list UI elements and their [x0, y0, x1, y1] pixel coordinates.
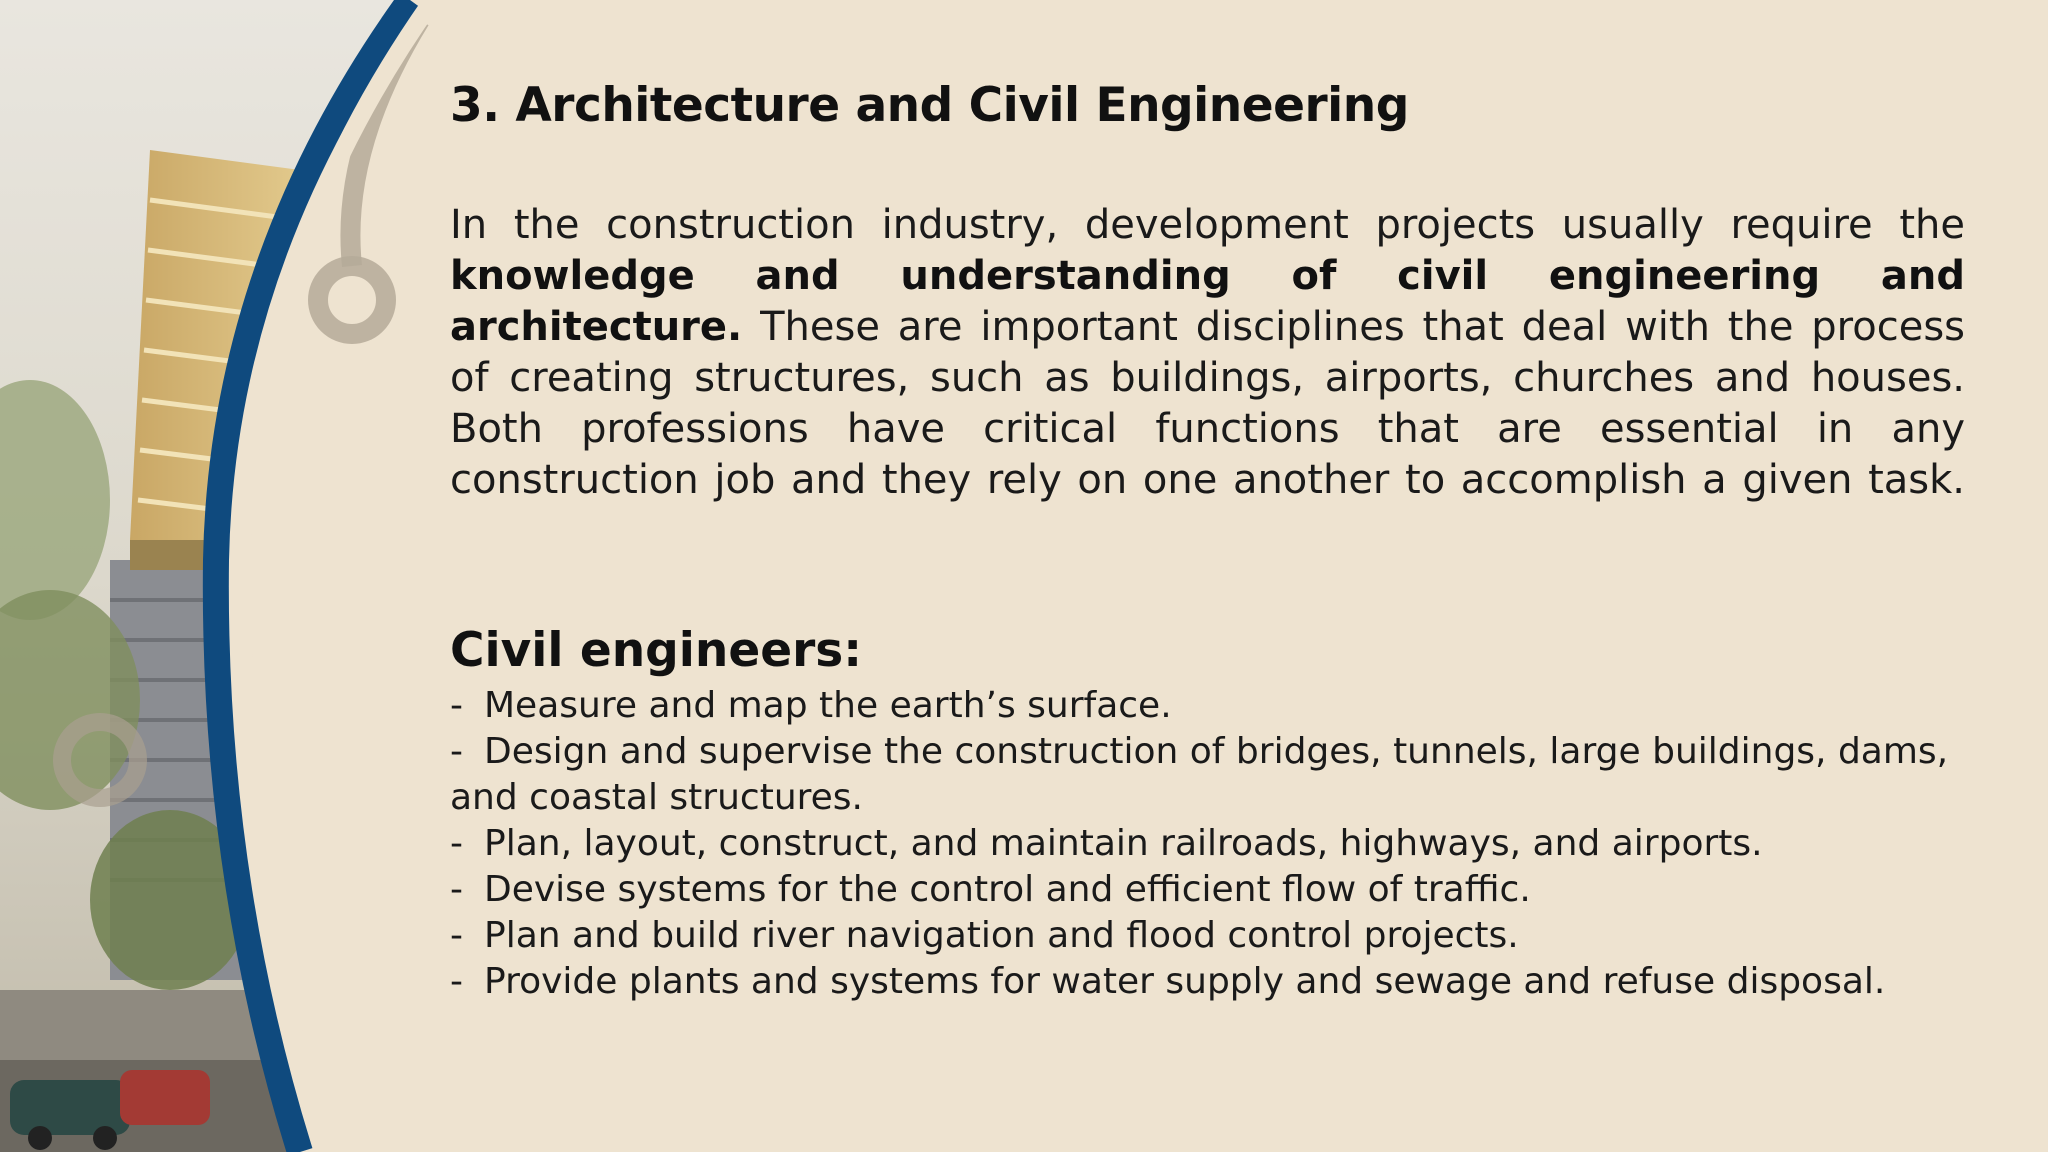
bullet-dash: -: [450, 823, 463, 864]
bullet-text: Provide plants and systems for water supply and sewage and refuse disposal.: [484, 961, 1886, 1002]
intro-bold-text: knowledge and understanding of civil engineering and architecture.: [450, 253, 1965, 350]
list-item: [450, 729, 1965, 821]
civil-engineers-heading: Civil engineers:: [450, 623, 863, 678]
bullet-text: Plan, layout, construct, and maintain railroads, highways, and airports.: [484, 823, 1763, 864]
intro-rest: These are important disciplines that deal with the process of creating structures, such as buildings, airports, churches and houses. Both professions have critical functions that are essential in any construction job and they rely on one another to accomplish a given task.: [450, 304, 1965, 503]
bullet-text: Measure and map the earth’s surface.: [484, 685, 1172, 726]
list-item: [450, 867, 1965, 913]
bullet-text: Design and supervise the construction of bridges, tunnels, large buildings, dams, and coastal structures.: [450, 731, 1949, 818]
bullet-dash: -: [450, 685, 463, 726]
list-item: [450, 821, 1965, 867]
bullet-dash: -: [450, 869, 463, 910]
intro-start: In the construction industry, development projects usually require the: [450, 202, 1965, 248]
list-item: [450, 683, 1965, 729]
bullet-dash: -: [450, 915, 463, 956]
civil-engineers-list: [450, 683, 1965, 1005]
bullet-text: Devise systems for the control and efficient flow of traffic.: [484, 869, 1531, 910]
intro-paragraph: [450, 200, 1965, 506]
list-item: [450, 913, 1965, 959]
slide-title: 3. Architecture and Civil Engineering: [450, 78, 1409, 133]
bullet-dash: -: [450, 961, 463, 1002]
list-item: [450, 959, 1965, 1005]
bullet-text: Plan and build river navigation and flood control projects.: [484, 915, 1519, 956]
bullet-dash: -: [450, 731, 463, 772]
